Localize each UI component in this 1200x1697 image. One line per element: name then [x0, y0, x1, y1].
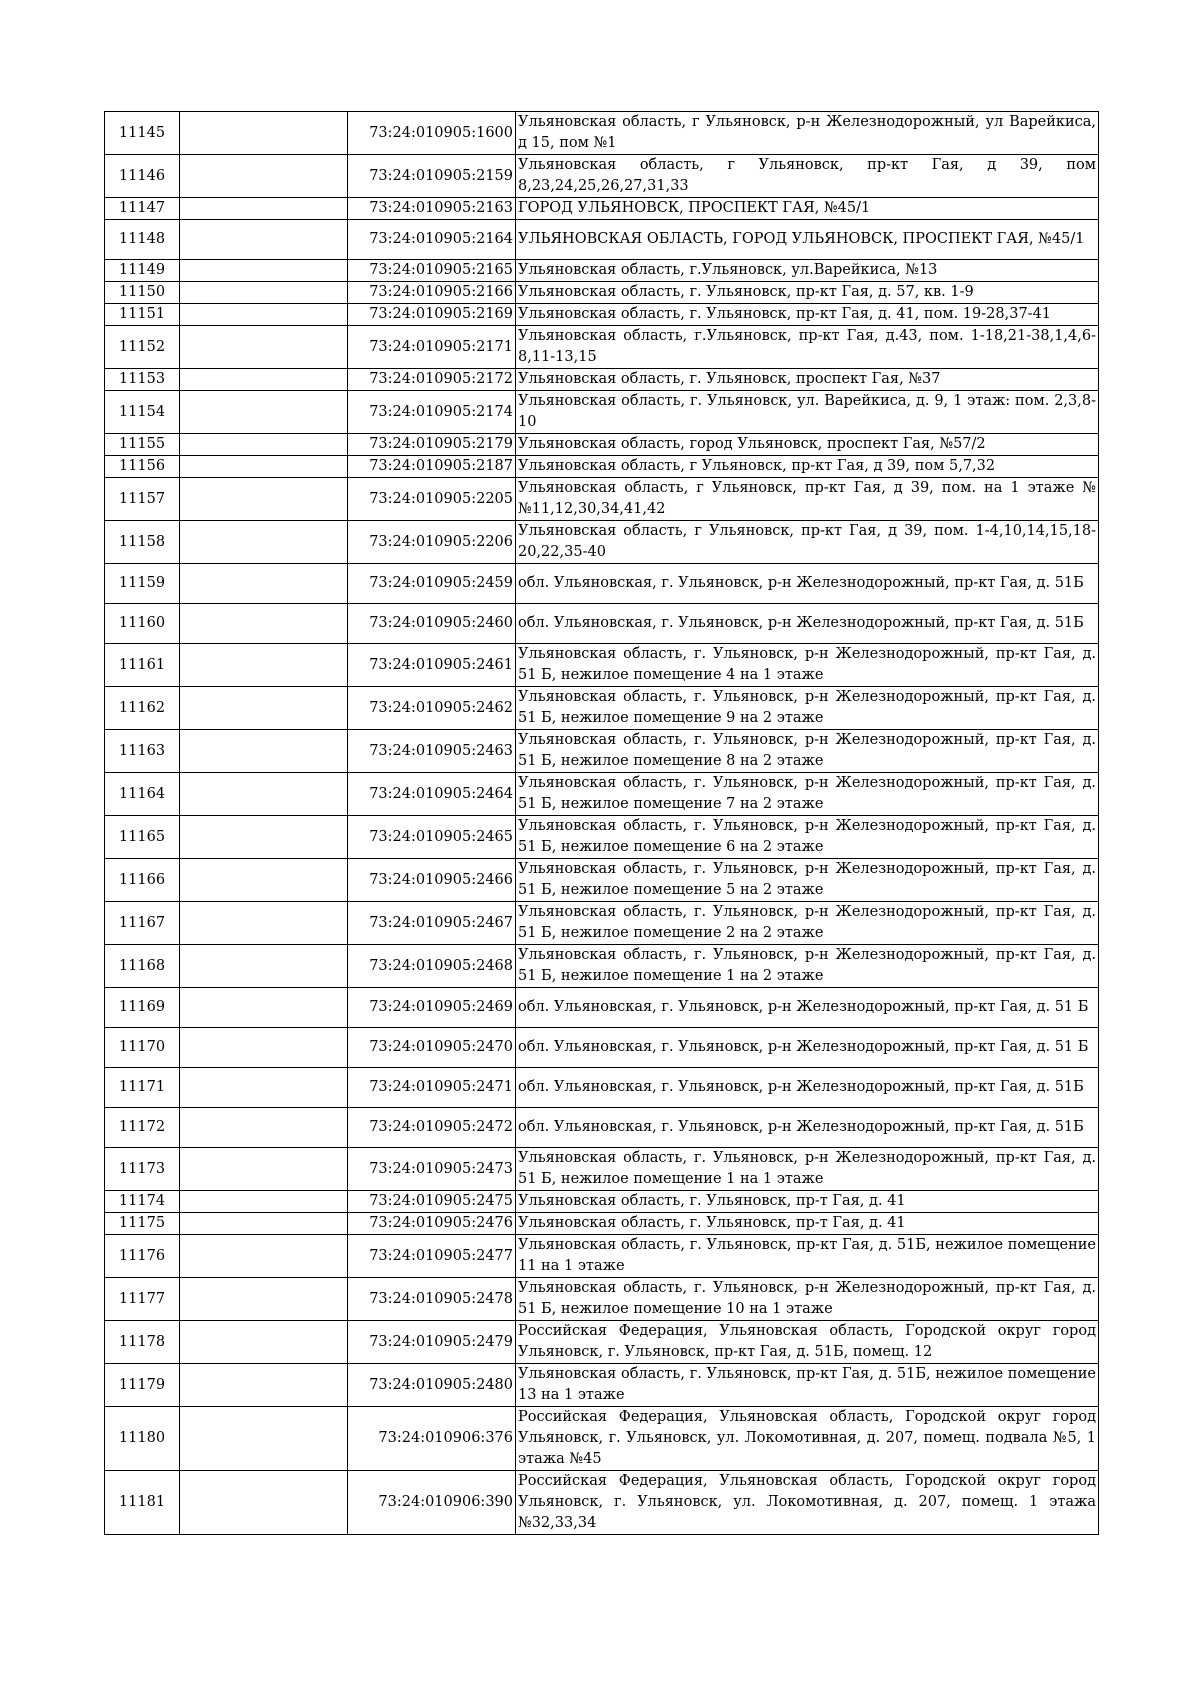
cadastral-number-cell: 73:24:010905:2477 — [348, 1235, 516, 1278]
address-cell: Ульяновская область, г. Ульяновск, р-н Железнодорожный, пр-кт Гая, д. 51 Б, нежилое помещение 7 на 2 этаже — [516, 773, 1099, 816]
table-row — [105, 1191, 1099, 1213]
address-cell: обл. Ульяновская, г. Ульяновск, р-н Железнодорожный, пр-кт Гая, д. 51Б — [516, 1108, 1099, 1148]
address-cell: Ульяновская область, г. Ульяновск, проспект Гая, №37 — [516, 369, 1099, 391]
cadastral-number-cell: 73:24:010906:390 — [348, 1471, 516, 1535]
cadastral-number-cell: 73:24:010905:2472 — [348, 1108, 516, 1148]
row-number-cell: 11163 — [105, 730, 180, 773]
table-row — [105, 816, 1099, 859]
row-number-cell: 11164 — [105, 773, 180, 816]
blank-cell — [180, 1235, 348, 1278]
table-row — [105, 220, 1099, 260]
table-row — [105, 369, 1099, 391]
address-cell: Ульяновская область, г. Ульяновск, р-н Железнодорожный, пр-кт Гая, д. 51 Б, нежилое помещение 6 на 2 этаже — [516, 816, 1099, 859]
table-row — [105, 456, 1099, 478]
address-cell: Ульяновская область, г Ульяновск, пр-кт Гая, д 39, пом 8,23,24,25,26,27,31,33 — [516, 155, 1099, 198]
table-row — [105, 1108, 1099, 1148]
blank-cell — [180, 730, 348, 773]
address-cell: ГОРОД УЛЬЯНОВСК, ПРОСПЕКТ ГАЯ, №45/1 — [516, 198, 1099, 220]
row-number-cell: 11147 — [105, 198, 180, 220]
row-number-cell: 11153 — [105, 369, 180, 391]
address-cell: Ульяновская область, г. Ульяновск, пр-т Гая, д. 41 — [516, 1191, 1099, 1213]
table-row — [105, 687, 1099, 730]
blank-cell — [180, 1471, 348, 1535]
row-number-cell: 11173 — [105, 1148, 180, 1191]
table-row — [105, 198, 1099, 220]
blank-cell — [180, 564, 348, 604]
cadastral-number-cell: 73:24:010905:2164 — [348, 220, 516, 260]
blank-cell — [180, 112, 348, 155]
cadastral-number-cell: 73:24:010905:2468 — [348, 945, 516, 988]
blank-cell — [180, 859, 348, 902]
cadastral-number-cell: 73:24:010905:2179 — [348, 434, 516, 456]
row-number-cell: 11165 — [105, 816, 180, 859]
cadastral-number-cell: 73:24:010905:2473 — [348, 1148, 516, 1191]
address-cell: УЛЬЯНОВСКАЯ ОБЛАСТЬ, ГОРОД УЛЬЯНОВСК, ПРОСПЕКТ ГАЯ, №45/1 — [516, 220, 1099, 260]
table-row — [105, 1364, 1099, 1407]
table-row — [105, 1407, 1099, 1471]
address-cell: Российская Федерация, Ульяновская область, Городской округ город Ульяновск, г. Ульяновск, пр-кт Гая, д. 51Б, помещ. 12 — [516, 1321, 1099, 1364]
blank-cell — [180, 1278, 348, 1321]
address-cell: Ульяновская область, г. Ульяновск, ул. Варейкиса, д. 9, 1 этаж: пом. 2,3,8-10 — [516, 391, 1099, 434]
cadastral-number-cell: 73:24:010905:2463 — [348, 730, 516, 773]
table-row — [105, 945, 1099, 988]
cadastral-number-cell: 73:24:010905:2163 — [348, 198, 516, 220]
address-cell: Ульяновская область, город Ульяновск, проспект Гая, №57/2 — [516, 434, 1099, 456]
row-number-cell: 11150 — [105, 282, 180, 304]
address-cell: Ульяновская область, г. Ульяновск, пр-кт Гая, д. 51Б, нежилое помещение 13 на 1 этаже — [516, 1364, 1099, 1407]
row-number-cell: 11180 — [105, 1407, 180, 1471]
address-cell: Ульяновская область, г. Ульяновск, р-н Железнодорожный, пр-кт Гая, д. 51 Б, нежилое помещение 9 на 2 этаже — [516, 687, 1099, 730]
cadastral-number-cell: 73:24:010905:2174 — [348, 391, 516, 434]
cadastral-number-cell: 73:24:010905:2187 — [348, 456, 516, 478]
address-cell: Ульяновская область, г Ульяновск, пр-кт Гая, д 39, пом. 1-4,10,14,15,18-20,22,35-40 — [516, 521, 1099, 564]
row-number-cell: 11145 — [105, 112, 180, 155]
address-cell: Ульяновская область, г.Ульяновск, ул.Варейкиса, №13 — [516, 260, 1099, 282]
blank-cell — [180, 369, 348, 391]
row-number-cell: 11158 — [105, 521, 180, 564]
table-row — [105, 155, 1099, 198]
blank-cell — [180, 604, 348, 644]
blank-cell — [180, 391, 348, 434]
table-row — [105, 478, 1099, 521]
address-cell: Ульяновская область, г. Ульяновск, р-н Железнодорожный, пр-кт Гая, д. 51 Б, нежилое помещение 1 на 2 этаже — [516, 945, 1099, 988]
cadastral-number-cell: 73:24:010905:2480 — [348, 1364, 516, 1407]
table-row — [105, 1148, 1099, 1191]
address-cell: Ульяновская область, г. Ульяновск, р-н Железнодорожный, пр-кт Гая, д. 51 Б, нежилое помещение 5 на 2 этаже — [516, 859, 1099, 902]
table-row — [105, 112, 1099, 155]
row-number-cell: 11161 — [105, 644, 180, 687]
cadastral-number-cell: 73:24:010905:2461 — [348, 644, 516, 687]
blank-cell — [180, 198, 348, 220]
row-number-cell: 11162 — [105, 687, 180, 730]
address-cell: Ульяновская область, г. Ульяновск, пр-кт Гая, д. 41, пом. 19-28,37-41 — [516, 304, 1099, 326]
blank-cell — [180, 1321, 348, 1364]
property-registry-table — [104, 111, 1099, 1535]
address-cell: Российская Федерация, Ульяновская область, Городской округ город Ульяновск, г. Ульяновск, ул. Локомотивная, д. 207, помещ. 1 этажа №32,33,34 — [516, 1471, 1099, 1535]
address-cell: обл. Ульяновская, г. Ульяновск, р-н Железнодорожный, пр-кт Гая, д. 51Б — [516, 1068, 1099, 1108]
blank-cell — [180, 304, 348, 326]
cadastral-number-cell: 73:24:010906:376 — [348, 1407, 516, 1471]
table-row — [105, 988, 1099, 1028]
table-row — [105, 859, 1099, 902]
cadastral-number-cell: 73:24:010905:2462 — [348, 687, 516, 730]
address-cell: Российская Федерация, Ульяновская область, Городской округ город Ульяновск, г. Ульяновск, ул. Локомотивная, д. 207, помещ. подвала №5, 1 этажа №45 — [516, 1407, 1099, 1471]
row-number-cell: 11171 — [105, 1068, 180, 1108]
cadastral-number-cell: 73:24:010905:2205 — [348, 478, 516, 521]
table-row — [105, 564, 1099, 604]
blank-cell — [180, 945, 348, 988]
address-cell: Ульяновская область, г Ульяновск, пр-кт Гая, д 39, пом 5,7,32 — [516, 456, 1099, 478]
address-cell: Ульяновская область, г Ульяновск, р-н Железнодорожный, ул Варейкиса, д 15, пом №1 — [516, 112, 1099, 155]
blank-cell — [180, 1407, 348, 1471]
table-row — [105, 260, 1099, 282]
registry-body — [105, 112, 1099, 1535]
row-number-cell: 11170 — [105, 1028, 180, 1068]
row-number-cell: 11156 — [105, 456, 180, 478]
row-number-cell: 11159 — [105, 564, 180, 604]
row-number-cell: 11166 — [105, 859, 180, 902]
blank-cell — [180, 220, 348, 260]
blank-cell — [180, 1108, 348, 1148]
cadastral-number-cell: 73:24:010905:2171 — [348, 326, 516, 369]
cadastral-number-cell: 73:24:010905:2165 — [348, 260, 516, 282]
row-number-cell: 11167 — [105, 902, 180, 945]
row-number-cell: 11174 — [105, 1191, 180, 1213]
row-number-cell: 11175 — [105, 1213, 180, 1235]
row-number-cell: 11169 — [105, 988, 180, 1028]
address-cell: обл. Ульяновская, г. Ульяновск, р-н Железнодорожный, пр-кт Гая, д. 51Б — [516, 564, 1099, 604]
table-row — [105, 434, 1099, 456]
address-cell: Ульяновская область, г. Ульяновск, р-н Железнодорожный, пр-кт Гая, д. 51 Б, нежилое помещение 10 на 1 этаже — [516, 1278, 1099, 1321]
blank-cell — [180, 1068, 348, 1108]
cadastral-number-cell: 73:24:010905:2166 — [348, 282, 516, 304]
cadastral-number-cell: 73:24:010905:2478 — [348, 1278, 516, 1321]
row-number-cell: 11149 — [105, 260, 180, 282]
address-cell: обл. Ульяновская, г. Ульяновск, р-н Железнодорожный, пр-кт Гая, д. 51Б — [516, 604, 1099, 644]
blank-cell — [180, 282, 348, 304]
row-number-cell: 11157 — [105, 478, 180, 521]
table-row — [105, 730, 1099, 773]
cadastral-number-cell: 73:24:010905:2467 — [348, 902, 516, 945]
row-number-cell: 11177 — [105, 1278, 180, 1321]
table-row — [105, 282, 1099, 304]
blank-cell — [180, 456, 348, 478]
table-row — [105, 902, 1099, 945]
table-row — [105, 391, 1099, 434]
table-row — [105, 773, 1099, 816]
cadastral-number-cell: 73:24:010905:2169 — [348, 304, 516, 326]
blank-cell — [180, 687, 348, 730]
blank-cell — [180, 773, 348, 816]
address-cell: Ульяновская область, г. Ульяновск, пр-кт Гая, д. 57, кв. 1-9 — [516, 282, 1099, 304]
table-row — [105, 1278, 1099, 1321]
table-row — [105, 1028, 1099, 1068]
address-cell: Ульяновская область, г. Ульяновск, р-н Железнодорожный, пр-кт Гая, д. 51 Б, нежилое помещение 4 на 1 этаже — [516, 644, 1099, 687]
row-number-cell: 11172 — [105, 1108, 180, 1148]
cadastral-number-cell: 73:24:010905:2470 — [348, 1028, 516, 1068]
address-cell: обл. Ульяновская, г. Ульяновск, р-н Железнодорожный, пр-кт Гая, д. 51 Б — [516, 988, 1099, 1028]
blank-cell — [180, 1191, 348, 1213]
cadastral-number-cell: 73:24:010905:2479 — [348, 1321, 516, 1364]
row-number-cell: 11151 — [105, 304, 180, 326]
blank-cell — [180, 1213, 348, 1235]
cadastral-number-cell: 73:24:010905:2476 — [348, 1213, 516, 1235]
cadastral-number-cell: 73:24:010905:2460 — [348, 604, 516, 644]
blank-cell — [180, 1028, 348, 1068]
blank-cell — [180, 260, 348, 282]
blank-cell — [180, 644, 348, 687]
row-number-cell: 11181 — [105, 1471, 180, 1535]
row-number-cell: 11176 — [105, 1235, 180, 1278]
cadastral-number-cell: 73:24:010905:1600 — [348, 112, 516, 155]
address-cell: Ульяновская область, г. Ульяновск, пр-т Гая, д. 41 — [516, 1213, 1099, 1235]
blank-cell — [180, 521, 348, 564]
address-cell: Ульяновская область, г. Ульяновск, р-н Железнодорожный, пр-кт Гая, д. 51 Б, нежилое помещение 1 на 1 этаже — [516, 1148, 1099, 1191]
row-number-cell: 11146 — [105, 155, 180, 198]
blank-cell — [180, 1148, 348, 1191]
row-number-cell: 11179 — [105, 1364, 180, 1407]
table-row — [105, 1213, 1099, 1235]
blank-cell — [180, 326, 348, 369]
cadastral-number-cell: 73:24:010905:2459 — [348, 564, 516, 604]
table-row — [105, 604, 1099, 644]
cadastral-number-cell: 73:24:010905:2206 — [348, 521, 516, 564]
cadastral-number-cell: 73:24:010905:2172 — [348, 369, 516, 391]
row-number-cell: 11152 — [105, 326, 180, 369]
row-number-cell: 11168 — [105, 945, 180, 988]
table-row — [105, 304, 1099, 326]
cadastral-number-cell: 73:24:010905:2466 — [348, 859, 516, 902]
cadastral-number-cell: 73:24:010905:2464 — [348, 773, 516, 816]
blank-cell — [180, 988, 348, 1028]
address-cell: Ульяновская область, г. Ульяновск, р-н Железнодорожный, пр-кт Гая, д. 51 Б, нежилое помещение 8 на 2 этаже — [516, 730, 1099, 773]
table-row — [105, 644, 1099, 687]
row-number-cell: 11178 — [105, 1321, 180, 1364]
row-number-cell: 11160 — [105, 604, 180, 644]
address-cell: Ульяновская область, г.Ульяновск, пр-кт Гая, д.43, пом. 1-18,21-38,1,4,6-8,11-13,15 — [516, 326, 1099, 369]
cadastral-number-cell: 73:24:010905:2465 — [348, 816, 516, 859]
table-row — [105, 1471, 1099, 1535]
table-row — [105, 1321, 1099, 1364]
blank-cell — [180, 902, 348, 945]
cadastral-number-cell: 73:24:010905:2475 — [348, 1191, 516, 1213]
table-row — [105, 326, 1099, 369]
row-number-cell: 11154 — [105, 391, 180, 434]
blank-cell — [180, 155, 348, 198]
table-row — [105, 1068, 1099, 1108]
address-cell: Ульяновская область, г. Ульяновск, пр-кт Гая, д. 51Б, нежилое помещение 11 на 1 этаже — [516, 1235, 1099, 1278]
cadastral-number-cell: 73:24:010905:2471 — [348, 1068, 516, 1108]
address-cell: Ульяновская область, г. Ульяновск, р-н Железнодорожный, пр-кт Гая, д. 51 Б, нежилое помещение 2 на 2 этаже — [516, 902, 1099, 945]
blank-cell — [180, 816, 348, 859]
cadastral-number-cell: 73:24:010905:2469 — [348, 988, 516, 1028]
cadastral-number-cell: 73:24:010905:2159 — [348, 155, 516, 198]
table-row — [105, 1235, 1099, 1278]
row-number-cell: 11148 — [105, 220, 180, 260]
blank-cell — [180, 478, 348, 521]
blank-cell — [180, 434, 348, 456]
table-row — [105, 521, 1099, 564]
row-number-cell: 11155 — [105, 434, 180, 456]
address-cell: обл. Ульяновская, г. Ульяновск, р-н Железнодорожный, пр-кт Гая, д. 51 Б — [516, 1028, 1099, 1068]
blank-cell — [180, 1364, 348, 1407]
address-cell: Ульяновская область, г Ульяновск, пр-кт Гая, д 39, пом. на 1 этаже №№11,12,30,34,41,42 — [516, 478, 1099, 521]
